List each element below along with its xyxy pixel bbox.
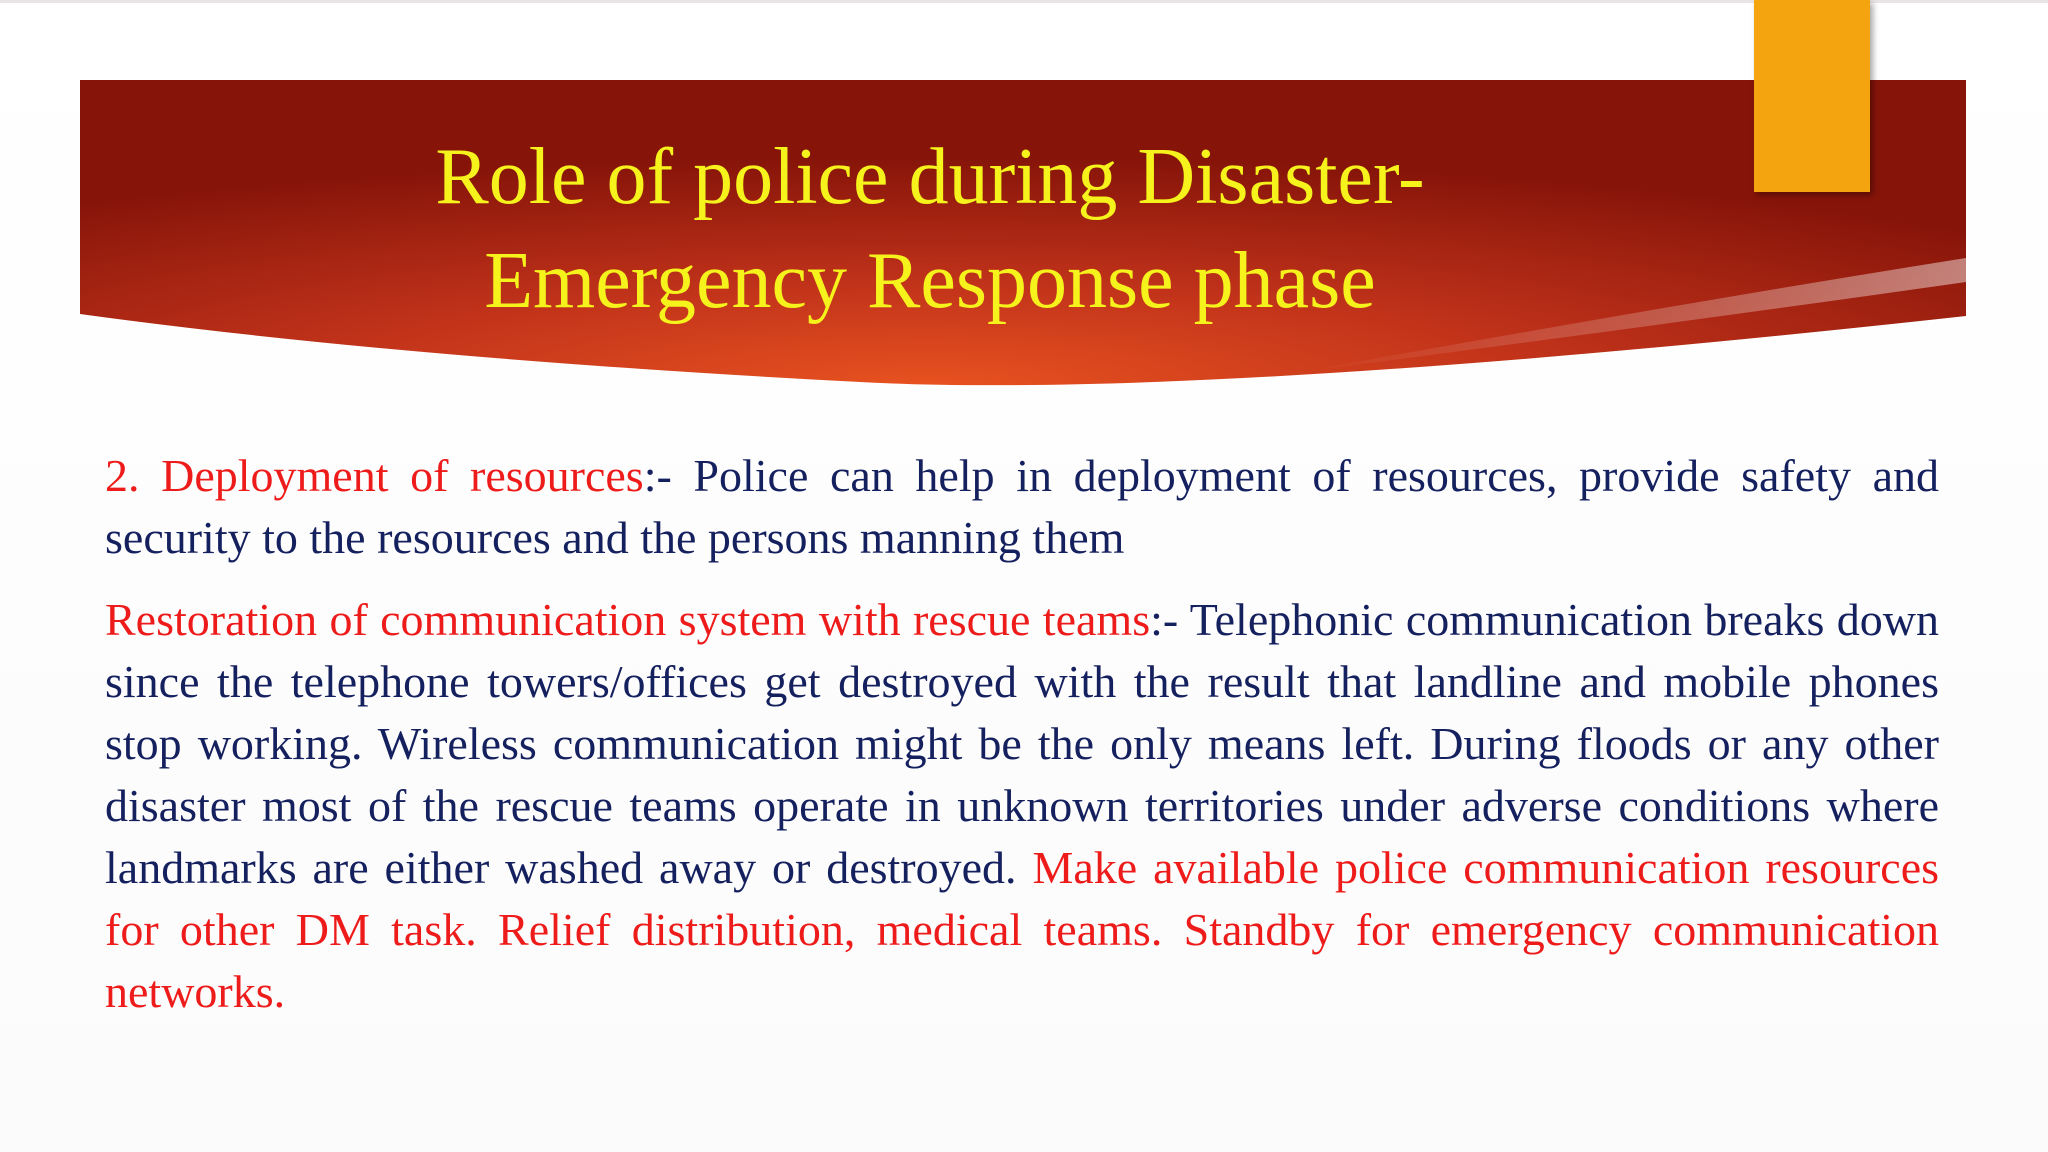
- slide-body: [105, 445, 1939, 1023]
- title-line-2: Emergency Response phase: [484, 237, 1376, 325]
- paragraph-deployment: [105, 445, 1939, 569]
- slide-title: [80, 125, 1780, 333]
- deployment-text: Police can help in deployment of resources, provide safety and security to the resources and the persons manning them: [105, 450, 1940, 563]
- restoration-separator: :-: [1150, 594, 1190, 645]
- title-line-1: Role of police during Disaster-: [435, 133, 1425, 221]
- restoration-highlight: Make available police communication resources for other DM task. Relief distribution, medical teams. Standby for emergency communication networks.: [105, 842, 1940, 1017]
- restoration-heading: Restoration of communication system with rescue teams: [105, 594, 1151, 645]
- deployment-separator: :-: [643, 450, 694, 501]
- deployment-heading: 2. Deployment of resources: [105, 450, 644, 501]
- paragraph-restoration: [105, 589, 1939, 1023]
- restoration-text: Telephonic communication breaks down since the telephone towers/offices get destroyed with the result that landline and mobile phones stop working. Wireless communication might be the only means left. During floods or any other disaster most of the rescue teams operate in unknown territories under adverse conditions where landmarks are either washed away or destroyed.: [105, 594, 1939, 893]
